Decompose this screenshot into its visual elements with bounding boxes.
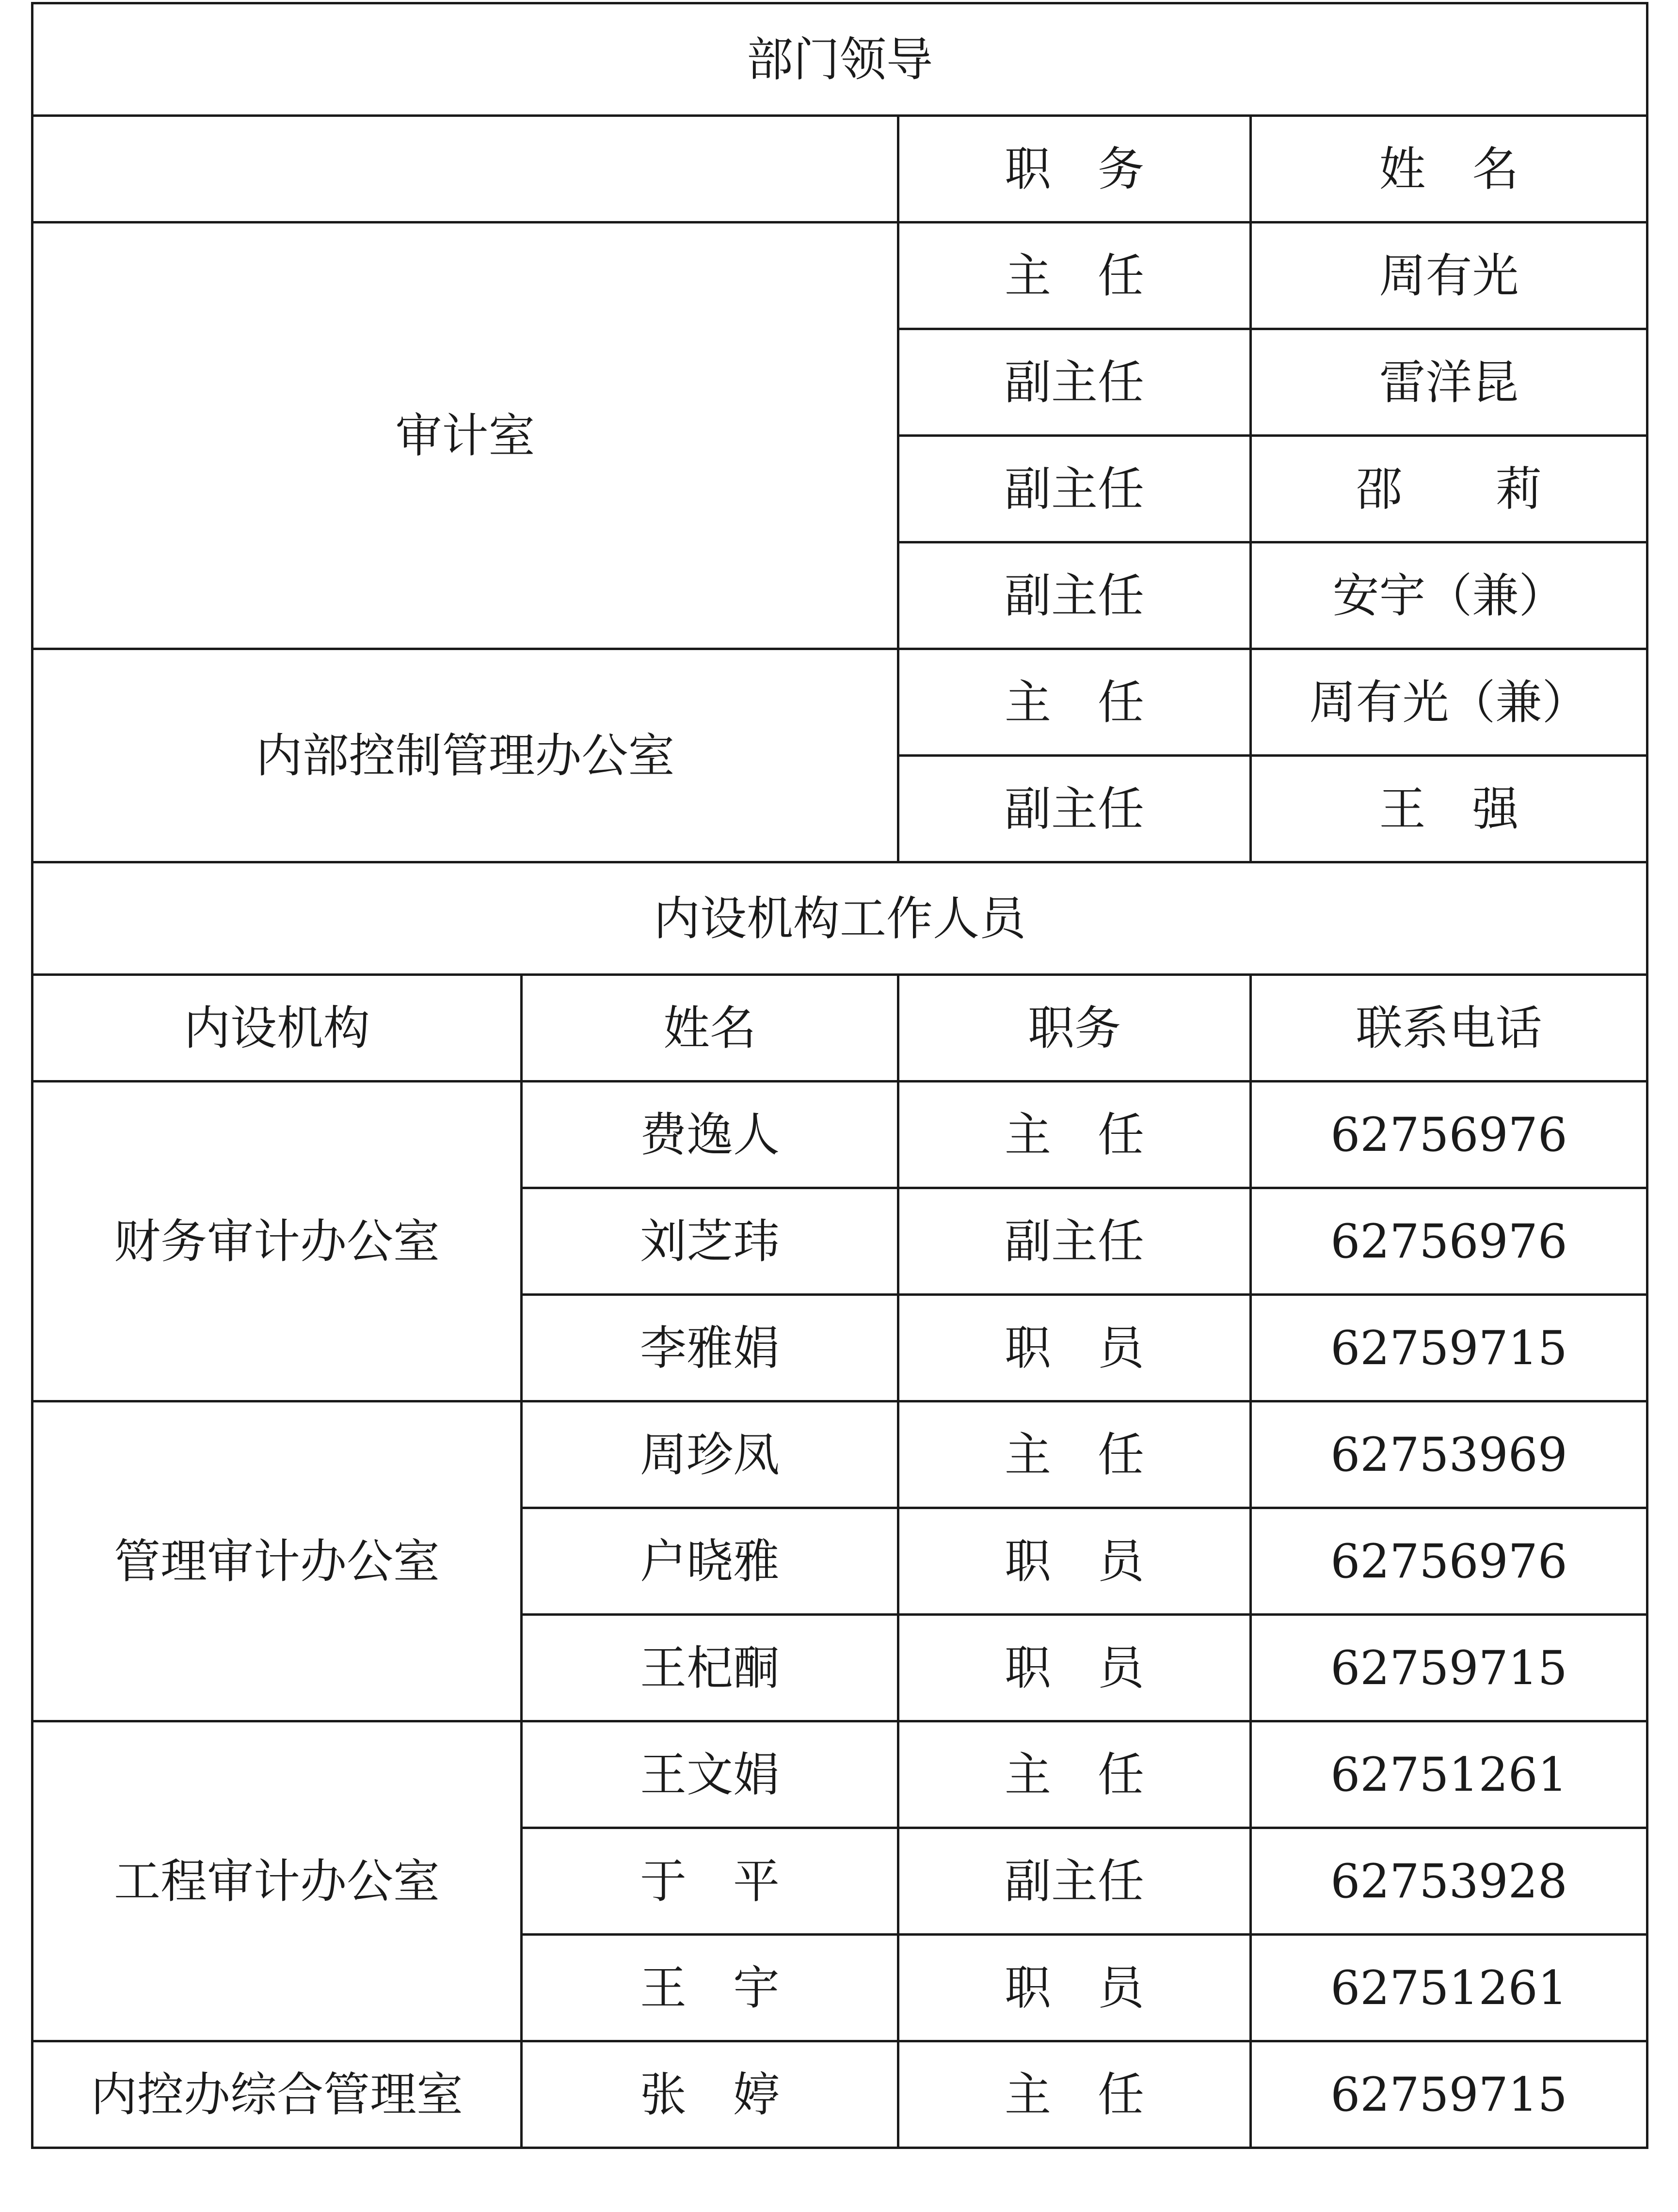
staff-header-position: 职务 xyxy=(898,975,1251,1082)
staff-position-cell: 主 任 xyxy=(898,1721,1251,1828)
staff-name-cell: 张 婷 xyxy=(522,2041,898,2148)
staff-position-cell: 副主任 xyxy=(898,1188,1251,1295)
staff-header-name: 姓名 xyxy=(522,975,898,1082)
staff-name-cell: 周珍凤 xyxy=(522,1401,898,1508)
staff-phone-cell: 62759715 xyxy=(1251,1295,1647,1401)
staff-row xyxy=(32,2041,1647,2148)
leadership-position-cell: 主 任 xyxy=(898,223,1251,329)
staff-row xyxy=(32,1401,1647,1508)
leadership-name-cell: 邵 莉 xyxy=(1251,436,1647,542)
staff-name-cell: 刘芝玮 xyxy=(522,1188,898,1295)
leadership-header-row xyxy=(32,116,1647,223)
staff-phone-cell: 62756976 xyxy=(1251,1082,1647,1188)
staff-title-row xyxy=(32,862,1647,975)
staff-position-cell: 主 任 xyxy=(898,2041,1251,2148)
leadership-header-blank xyxy=(32,116,898,223)
staff-position-cell: 主 任 xyxy=(898,1401,1251,1508)
staff-title: 内设机构工作人员 xyxy=(32,862,1647,975)
leadership-title: 部门领导 xyxy=(32,3,1647,116)
staff-position-cell: 职 员 xyxy=(898,1508,1251,1615)
staff-name-cell: 李雅娟 xyxy=(522,1295,898,1401)
staff-phone-cell: 62759715 xyxy=(1251,2041,1647,2148)
staff-row xyxy=(32,1082,1647,1188)
staff-position-cell: 主 任 xyxy=(898,1082,1251,1188)
staff-header-phone: 联系电话 xyxy=(1251,975,1647,1082)
staff-unit-cell: 管理审计办公室 xyxy=(32,1401,522,1721)
leadership-row xyxy=(32,223,1647,329)
staff-name-cell: 王杞酮 xyxy=(522,1615,898,1721)
staff-name-cell: 王 宇 xyxy=(522,1935,898,2041)
staff-unit-cell: 财务审计办公室 xyxy=(32,1082,522,1401)
staff-name-cell: 户晓雅 xyxy=(522,1508,898,1615)
staff-position-cell: 职 员 xyxy=(898,1615,1251,1721)
staff-phone-cell: 62759715 xyxy=(1251,1615,1647,1721)
staff-phone-cell: 62753928 xyxy=(1251,1828,1647,1935)
staff-unit-cell: 内控办综合管理室 xyxy=(32,2041,522,2148)
leadership-position-cell: 主 任 xyxy=(898,649,1251,756)
leadership-position-cell: 副主任 xyxy=(898,542,1251,649)
leadership-name-cell: 周有光（兼） xyxy=(1251,649,1647,756)
leadership-position-cell: 副主任 xyxy=(898,756,1251,862)
staff-header-unit: 内设机构 xyxy=(32,975,522,1082)
leadership-name-cell: 安宇（兼） xyxy=(1251,542,1647,649)
staff-position-cell: 副主任 xyxy=(898,1828,1251,1935)
staff-name-cell: 王文娟 xyxy=(522,1721,898,1828)
leadership-name-cell: 周有光 xyxy=(1251,223,1647,329)
leadership-position-cell: 副主任 xyxy=(898,329,1251,436)
staff-row xyxy=(32,1721,1647,1828)
directory-table xyxy=(31,2,1648,2149)
leadership-name-cell: 雷洋昆 xyxy=(1251,329,1647,436)
staff-phone-cell: 62751261 xyxy=(1251,1935,1647,2041)
leadership-row xyxy=(32,649,1647,756)
staff-name-cell: 费逸人 xyxy=(522,1082,898,1188)
staff-phone-cell: 62756976 xyxy=(1251,1188,1647,1295)
leadership-dept-cell: 审计室 xyxy=(32,223,898,649)
staff-position-cell: 职 员 xyxy=(898,1295,1251,1401)
staff-name-cell: 于 平 xyxy=(522,1828,898,1935)
leadership-title-row xyxy=(32,3,1647,116)
staff-phone-cell: 62751261 xyxy=(1251,1721,1647,1828)
staff-phone-cell: 62756976 xyxy=(1251,1508,1647,1615)
leadership-position-cell: 副主任 xyxy=(898,436,1251,542)
leadership-name-cell: 王 强 xyxy=(1251,756,1647,862)
leadership-dept-cell: 内部控制管理办公室 xyxy=(32,649,898,862)
staff-position-cell: 职 员 xyxy=(898,1935,1251,2041)
staff-unit-cell: 工程审计办公室 xyxy=(32,1721,522,2041)
leadership-header-position: 职 务 xyxy=(898,116,1251,223)
staff-phone-cell: 62753969 xyxy=(1251,1401,1647,1508)
leadership-header-name: 姓 名 xyxy=(1251,116,1647,223)
staff-header-row xyxy=(32,975,1647,1082)
